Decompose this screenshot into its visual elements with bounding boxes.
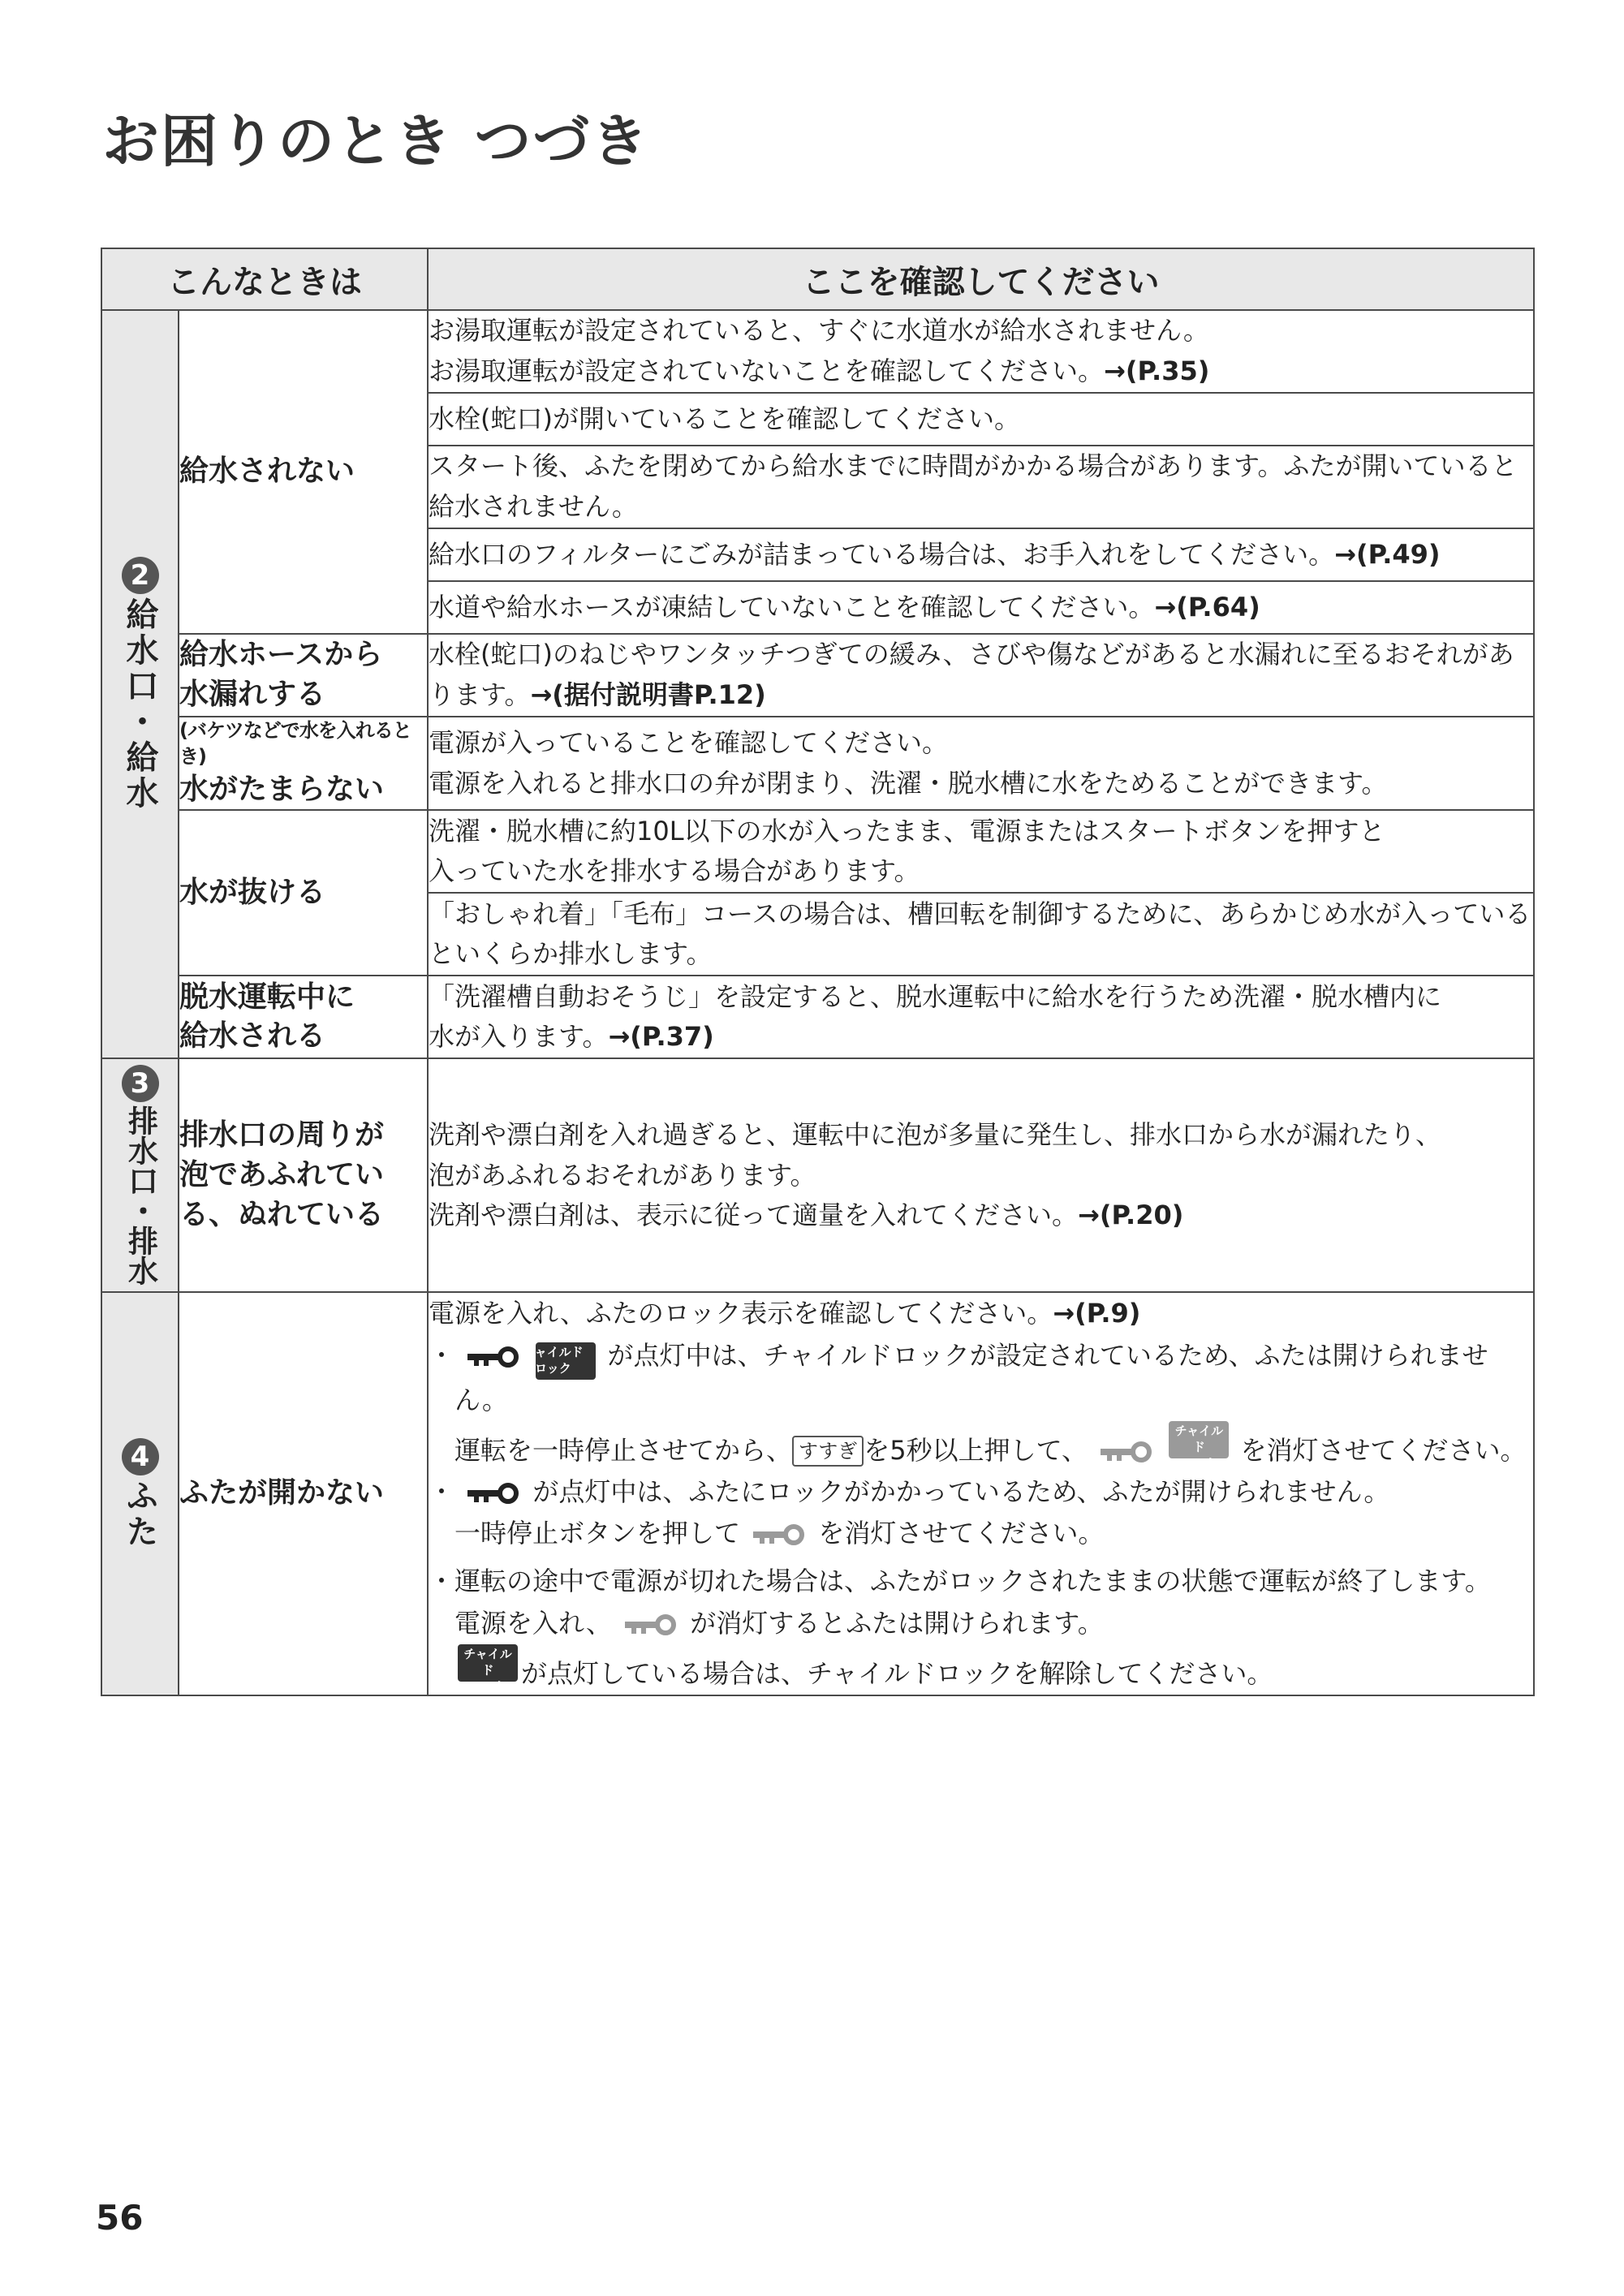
child-lock-icon: チャイルド ロック (458, 1644, 518, 1682)
bullet-item: ・ が点灯中は、ふたにロックがかかっているため、ふたが開けられません。 (429, 1475, 1390, 1507)
table-row (101, 1058, 1534, 1292)
check-cell: 電源が入っていることを確認してください。 電源を入れると排水口の弁が閉まり、洗濯・脱水槽に水をためることができます。 (428, 717, 1534, 810)
table-header-row (101, 248, 1534, 310)
bullet-item: ・ チャイルド ロック が点灯中は、チャイルドロックが設定されているため、ふたは開けられません。 (429, 1339, 1488, 1415)
symptom-note: (バケツなどで水を入れるとき) (179, 719, 411, 769)
check-cell: 洗濯・脱水槽に約10L以下の水が入ったまま、電源またはスタートボタンを押すと 入っていた水を排水する場合があります。 (428, 810, 1534, 893)
page-reference: →(据付説明書P.12) (530, 679, 766, 710)
bullet-item: ・運転の途中で電源が切れた場合は、ふたがロックされたままの状態で運転が終了します。 (429, 1566, 1491, 1597)
lock-key-off-icon (1099, 1441, 1154, 1462)
lock-key-off-icon (623, 1614, 678, 1635)
bullet-item-continuation: 運転を一時停止させてから、 すすぎ を5秒以上押して、 チャイルド ロック を消灯させてください。 (429, 1421, 1533, 1471)
symptom-water-drains: 水が抜ける (179, 810, 428, 976)
table-row (101, 717, 1534, 810)
category-number-4: 4 (122, 1438, 159, 1475)
page-reference: →(P.20) (1078, 1200, 1184, 1231)
check-cell: 「洗濯槽自動おそうじ」を設定すると、脱水運転中に給水を行うため洗濯・脱水槽内に 水が入ります。→(P.37) (428, 976, 1534, 1058)
check-cell: 水道や給水ホースが凍結していないことを確認してください。→(P.64) (428, 581, 1534, 634)
category-drain (101, 1058, 179, 1292)
symptom-no-water: 給水されない (179, 310, 428, 634)
table-row (101, 310, 1534, 393)
child-lock-icon: チャイルド ロック (536, 1342, 596, 1380)
category-water-supply (101, 310, 179, 1058)
symptom-not-filling: (バケツなどで水を入れるとき) 水がたまらない (179, 717, 428, 810)
check-cell: 水栓(蛇口)のねじやワンタッチつぎての緩み、さびや傷などがあると水漏れに至るおそれがあります。→(据付説明書P.12) (428, 634, 1534, 717)
bullet-item-continuation: 一時停止ボタンを押して を消灯させてください。 (454, 1518, 1105, 1549)
lock-key-off-icon (752, 1524, 807, 1545)
symptom-water-during-spin: 脱水運転中に 給水される (179, 976, 428, 1058)
page-reference: →(P.49) (1334, 538, 1441, 570)
page-reference: →(P.64) (1154, 591, 1260, 622)
check-text: お湯取運転が設定されていると、すぐに水道水が給水されません。 (429, 315, 1209, 347)
check-cell (428, 310, 1534, 393)
bullet-item-continuation: チャイルド ロック が点灯している場合は、チャイルドロックを解除してください。 (429, 1644, 1533, 1695)
lock-key-icon (466, 1346, 521, 1368)
table-row (101, 1292, 1534, 1695)
lock-key-icon (466, 1483, 521, 1504)
page-reference: →(P.37) (608, 1021, 714, 1053)
category-number-3: 3 (122, 1065, 159, 1102)
symptom-lid-wont-open: ふたが開かない (179, 1292, 428, 1695)
rinse-button-icon: すすぎ (792, 1436, 864, 1467)
check-cell: 「おしゃれ着」「毛布」コースの場合は、槽回転を制御するために、あらかじめ水が入っているといくらか排水します。 (428, 893, 1534, 976)
check-cell: 給水口のフィルターにごみが詰まっている場合は、お手入れをしてください。→(P.49) (428, 528, 1534, 581)
check-cell: 電源を入れ、ふたのロック表示を確認してください。→(P.9) ・ チャイルド ロック が点灯中は、チャイルドロックが設定されているため、ふたは開けられません。 運転を一時停止させてから、 すすぎ を5秒以上押して、 チャイルド ロック を消灯させてください。 ・ が点灯中は、ふたにロックがかかっているため、ふたが開けられません。 一時停止ボタンを押して を消灯させてください。 ・運転の途中で電源が切れた場合は、ふたがロックされたままの状態で運転が終了します。 電源を入れ、 が消灯するとふたは開けられます。 チャイルド ロック が点灯している場合は、チャイルドロックを解除してください。 (428, 1292, 1534, 1695)
troubleshooting-table (101, 248, 1535, 1696)
symptom-hose-leak: 給水ホースから 水漏れする (179, 634, 428, 717)
category-number-2: 2 (122, 557, 159, 594)
page-reference: →(P.9) (1053, 1298, 1141, 1329)
category-label: 給水口・給水 (121, 597, 158, 812)
category-label: 排水口・排水 (123, 1105, 158, 1286)
check-text: お湯取運転が設定されていないことを確認してください。→(P.35) (429, 355, 1210, 386)
bullet-item-continuation: 電源を入れ、 が消灯するとふたは開けられます。 (454, 1607, 1104, 1639)
page-number: 56 (96, 2198, 144, 2238)
header-check: ここを確認してください (428, 248, 1534, 310)
symptom-foam-overflow: 排水口の周りが 泡であふれてい る、ぬれている (179, 1058, 428, 1292)
category-lid (101, 1292, 179, 1695)
category-label: ふた (121, 1478, 158, 1550)
table-row (101, 810, 1534, 893)
check-cell: 水栓(蛇口)が開いていることを確認してください。 (428, 393, 1534, 446)
child-lock-off-icon: チャイルド ロック (1169, 1421, 1229, 1458)
page-reference: →(P.35) (1104, 355, 1210, 386)
table-row (101, 634, 1534, 717)
header-symptom: こんなときは (101, 248, 428, 310)
page-title: お困りのとき つづき (102, 108, 650, 174)
check-cell: スタート後、ふたを閉めてから給水までに時間がかかる場合があります。ふたが開いていると給水されません。 (428, 446, 1534, 528)
check-cell: 洗剤や漂白剤を入れ過ぎると、運転中に泡が多量に発生し、排水口から水が漏れたり、 泡があふれるおそれがあります。 洗剤や漂白剤は、表示に従って適量を入れてください。→(P.20) (428, 1058, 1534, 1292)
table-row (101, 976, 1534, 1058)
